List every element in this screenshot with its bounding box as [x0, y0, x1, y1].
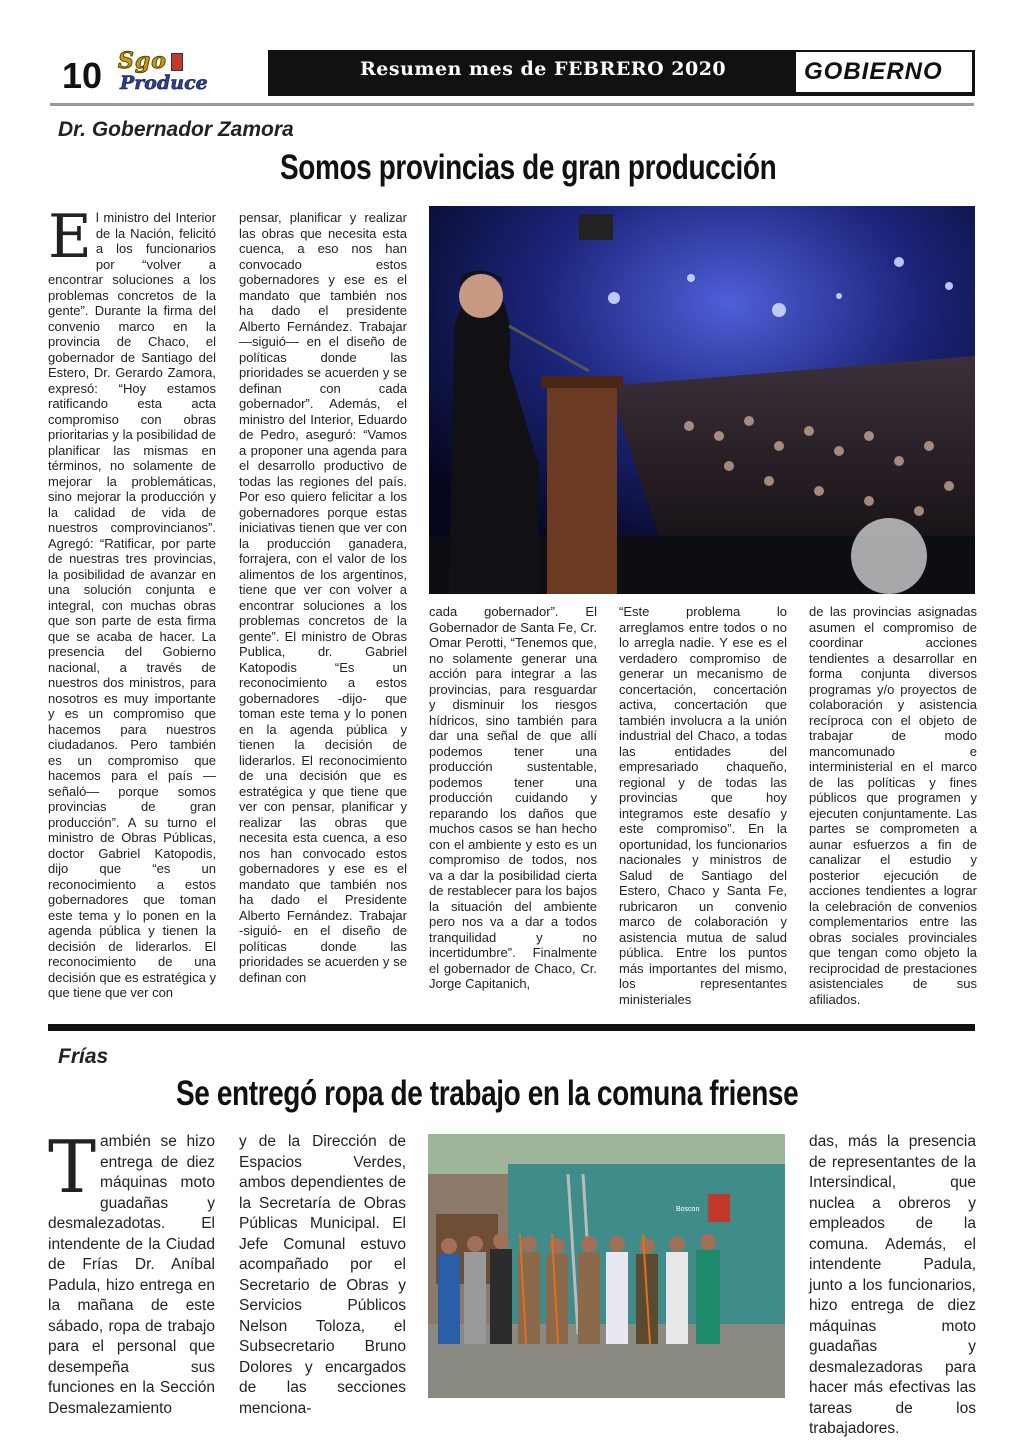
article1-column-1	[48, 202, 216, 1005]
section-label: GOBIERNO	[804, 58, 943, 85]
logo-line-2: Produce	[120, 72, 208, 94]
workers-photo-illustration	[428, 1134, 785, 1398]
article1-col1-text: l ministro del Interior de la Nación, felicitó a los funcionarios por “volver a encontrar soluciones a los problemas concretos de la gente”. Durante la firma del convenio marco en la provincia de Chaco, el gobernador de Santiago del Estero, Dr. Gerardo Zamora, expresó: “Hoy estamos ratificando esta acta compromiso con obras prioritarias y la posibilidad de planificar las mismas en términos, no solamente de mejorar la problemáticas, sino mejorar la producción y la calidad de vida de nuestros comprovincianos”. Agregó: “Ratificar, por parte de nuestras tres provincias, la posibilidad de avanzar en una solución conjunta e integral, con muchas obras que son parte de esta firma que se acaba de hacer. La presencia del Gobierno nacional, a través de nuestros dos ministros, para nosotros es muy importante y es un compromiso que hacemos para nuestros ciudadanos. Pero también es un compromiso que hacemos para el país —señaló— porque somos provincias de gran producción”. A su turno el ministro de Obras Públicas, doctor Gabriel Katopodis, dijo que “es un reconocimiento a estos gobernadores que toman este tema y lo ponen en la agenda pública y tienen la decisión de liderarlos. El reconocimiento de una decisión que es estratégica y que tiene que ver con	[48, 210, 216, 1000]
article-divider	[48, 1024, 975, 1031]
article1-col4-text: “Este problema lo arreglamos entre todos o no lo arregla nadie. Y ese es el verdadero compromiso de generar un mecanismo de concertación, concertación activa, concertación que también involucra a la unión industrial del Chaco, a todas las entidades del empresariado chaqueño, regional y de todas las provincias que hoy integramos este desafío y este compromiso”. En la oportunidad, los funcionarios nacionales y ministros de Salud de Santiago del Estero, Chaco y Santa Fe, rubricaron un convenio marco de colaboración y asistencia mutua de salud pública. Entre los puntos más importantes del mismo, los representantes ministeriales	[619, 604, 787, 1007]
article1-col5-text: de las provincias asignadas asumen el compromiso de coordinar acciones tendientes a desarrollar en forma conjunta diversos programas y/o proyectos de colaboración y asistencia recíproca con el objeto de trabajar de modo mancomunado e interministerial en el marco de las políticas y fines públicos que programen y ejecuten conjuntamente. Las partes se comprometen a aunar esfuerzos a fin de canalizar el estudio y posterior ejecución de acciones tendientes a lograr la celebración de convenios complementarios entre las obras sociales provinciales que tengan como objeto la reciprocidad de prestaciones asistenciales de sus afiliados.	[809, 604, 977, 1007]
article2-dropcap: T	[48, 1125, 97, 1209]
logo-line-1: Sgo	[118, 48, 183, 74]
article1-column-5	[809, 604, 977, 1007]
article2-headline: Se entregó ropa de trabajo en la comuna friense	[176, 1074, 799, 1113]
publication-logo	[116, 48, 262, 96]
article2-col2-text: y de la Dirección de Espacios Verdes, ambos dependientes de la Secretaría de Obras Públicas Municipal. El Jefe Comunal estuvo acompañado por el Secretario de Obras y Servicios Públicos Nelson Toloza, el Subsecretario Bruno Dolores y encargados de las secciones menciona-	[239, 1133, 406, 1417]
article1-col3-text: cada gobernador”. El Gobernador de Santa Fe, Cr. Omar Perotti, “Tenemos que, no solamente generar una acción para integrar a las provincias, para resguardar y disminuir los riesgos hídricos, sino también para dar una señal de que allí podemos tener una producción sustentable, podemos tener una producción cuidando y reparando los daños que muchos casos se han hecho con el ambiente y esto es un compromiso de todos, nos va a dar la posibilidad cierta de restablecer para los bajos la situación del ambiente pero nos va a dar a todos tranquilidad y no incertidumbre”. Finalmente el gobernador de Chaco, Cr. Jorge Capitanich,	[429, 604, 597, 991]
photo-sign-text: Boscon	[676, 1206, 700, 1213]
conference-photo-illustration	[429, 206, 975, 594]
header-rule	[50, 103, 974, 106]
flag-icon	[171, 53, 183, 71]
article2-column-1	[48, 1125, 215, 1417]
section-label-box	[796, 52, 972, 92]
article1-col2-text: pensar, planificar y realizar las obras que necesita esta cuenca, a eso nos han convocado estos gobernadores y ese es el mandato que también nos ha dado el presidente Alberto Fernández. Trabajar —siguió— en el diseño de políticas donde las prioridades se acuerden y se definan con cada gobernador”. Además, el ministro del Interior, Eduardo de Pedro, aseguró: “Vamos a proponer una agenda para el desarrollo productivo de todas las regiones del país. Por eso quiero felicitar a los gobernadores porque estas iniciativas tienen que ver con la producción ganadera, forrajera, con el valor de los alimentos de los argentinos, tiene que ver con volver a encontrar soluciones a los problemas concretos de la gente”. El ministro de Obras Publica, dr. Gabriel Katopodis “Es un reconocimiento a estos gobernadores -dijo- que toman este tema y lo ponen en la agenda pública y tienen la decisión de liderarlos. El reconocimiento de una decisión que es estratégica y que tiene que ver con pensar, planificar y realizar las obras que necesita esta cuenca, a eso nos han convocado estos gobernadores y ese es el mandato que también nos ha dado el Presidente Alberto Fernández. Trabajar -siguió- en el diseño de políticas donde las prioridades se acuerden y se definan con	[239, 210, 407, 985]
article2-column-2	[239, 1132, 406, 1417]
article1-dropcap: E	[48, 202, 92, 272]
article2-kicker: Frías	[58, 1045, 109, 1068]
article1-column-4	[619, 604, 787, 1007]
article1-kicker: Dr. Gobernador Zamora	[58, 118, 294, 141]
article2-col1-text: ambién se hizo entrega de diez máquinas moto guadañas y desmalezadotas. El intendente de la Ciudad de Frías Dr. Aníbal Padula, hizo entrega en la mañana de este sábado, ropa de trabajo para el personal que desempeña sus funciones en la Sección Desmalezamiento	[48, 1133, 215, 1417]
article2-col3-text: das, más la presencia de representantes de la Intersindical, que nuclea a obreros y empleados de la comuna. Además, el intendente Padula, junto a los funcionarios, hizo entrega de diez máquinas moto guadañas y desmalezadoras para hacer más efectivas las tareas de los trabajadores.	[809, 1133, 976, 1437]
article1-column-2	[239, 210, 407, 1005]
page-number: 10	[62, 55, 103, 96]
article1-column-3	[429, 604, 597, 1004]
article2-photo	[428, 1134, 785, 1398]
article1-photo	[429, 206, 975, 594]
article1-headline: Somos provincias de gran producción	[280, 148, 777, 187]
article2-column-3	[809, 1132, 976, 1437]
issue-month-label: Resumen mes de FEBRERO 2020	[360, 58, 727, 80]
